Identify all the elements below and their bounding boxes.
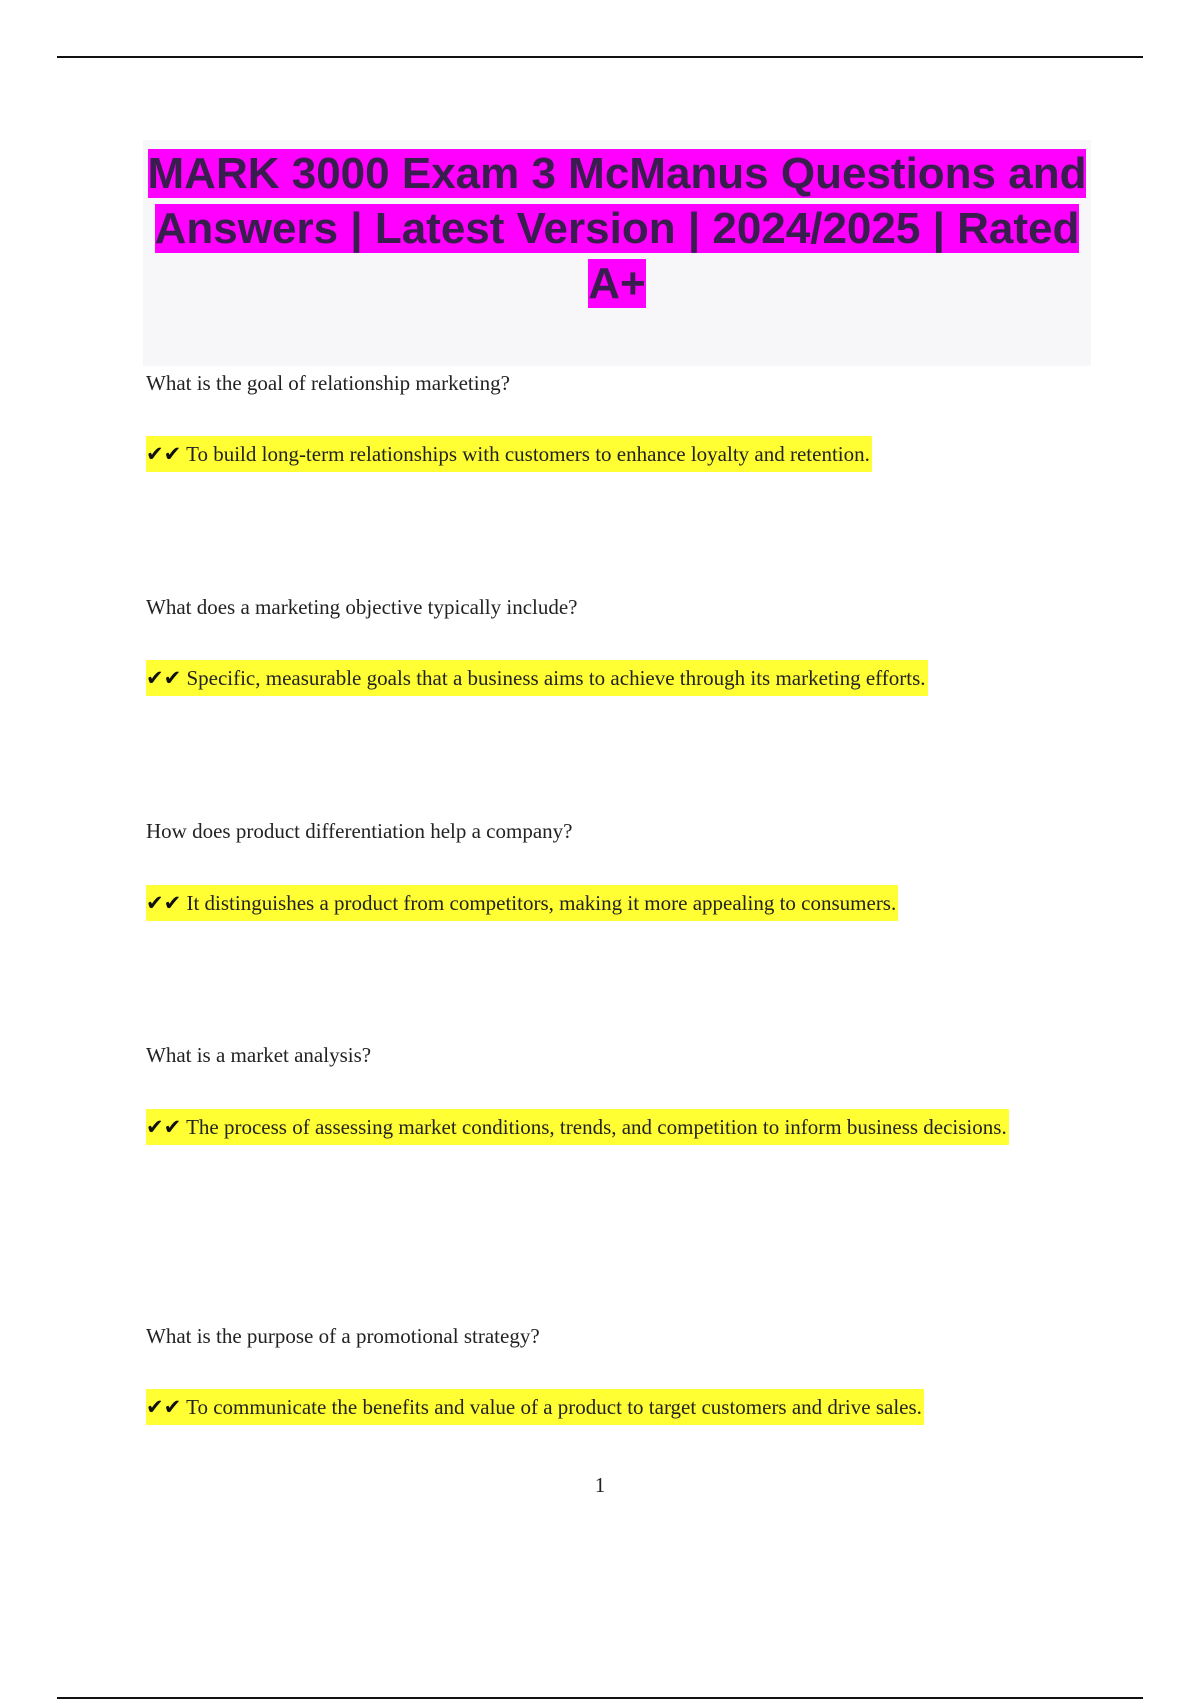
question-text: What is the purpose of a promotional strategy? <box>146 1324 540 1348</box>
answer-body: It distinguishes a product from competitors, making it more appealing to consumers. <box>186 891 897 915</box>
answer-body: To communicate the benefits and value of a product to target customers and drive sales. <box>186 1395 922 1419</box>
double-check-icon: ✔✔ <box>146 1115 182 1139</box>
bottom-rule <box>57 1697 1143 1699</box>
answer-text <box>146 424 1076 485</box>
qa-item-2 <box>146 594 1076 709</box>
qa-item-4 <box>146 1042 1076 1158</box>
double-check-icon: ✔✔ <box>146 666 182 690</box>
question-text: What is a market analysis? <box>146 1043 372 1067</box>
answer-body: To build long-term relationships with customers to enhance loyalty and retention. <box>186 442 870 466</box>
qa-item-5 <box>146 1323 1076 1438</box>
page-number: 1 <box>594 1473 606 1497</box>
question-text: What does a marketing objective typically include? <box>146 595 578 619</box>
double-check-icon: ✔✔ <box>146 442 182 466</box>
qa-item-1 <box>146 370 1076 485</box>
answer-body: The process of assessing market conditions, trends, and competition to inform business decisions. <box>186 1115 1007 1139</box>
answer-text <box>146 648 1076 709</box>
double-check-icon: ✔✔ <box>146 1395 182 1419</box>
double-check-icon: ✔✔ <box>146 891 182 915</box>
top-rule <box>57 56 1143 58</box>
question-text: How does product differentiation help a company? <box>146 819 573 843</box>
question-text: What is the goal of relationship marketing? <box>146 371 510 395</box>
document-title <box>143 146 1091 311</box>
title-block <box>143 140 1091 366</box>
answer-text <box>146 1097 1076 1158</box>
answer-text <box>146 873 1076 934</box>
answer-text <box>146 1377 1076 1438</box>
qa-item-3 <box>146 818 1076 934</box>
document-title-text: MARK 3000 Exam 3 McManus Questions and Answers | Latest Version | 2024/2025 | Rated A+ <box>147 149 1087 308</box>
answer-body: Specific, measurable goals that a business aims to achieve through its marketing efforts. <box>186 666 926 690</box>
